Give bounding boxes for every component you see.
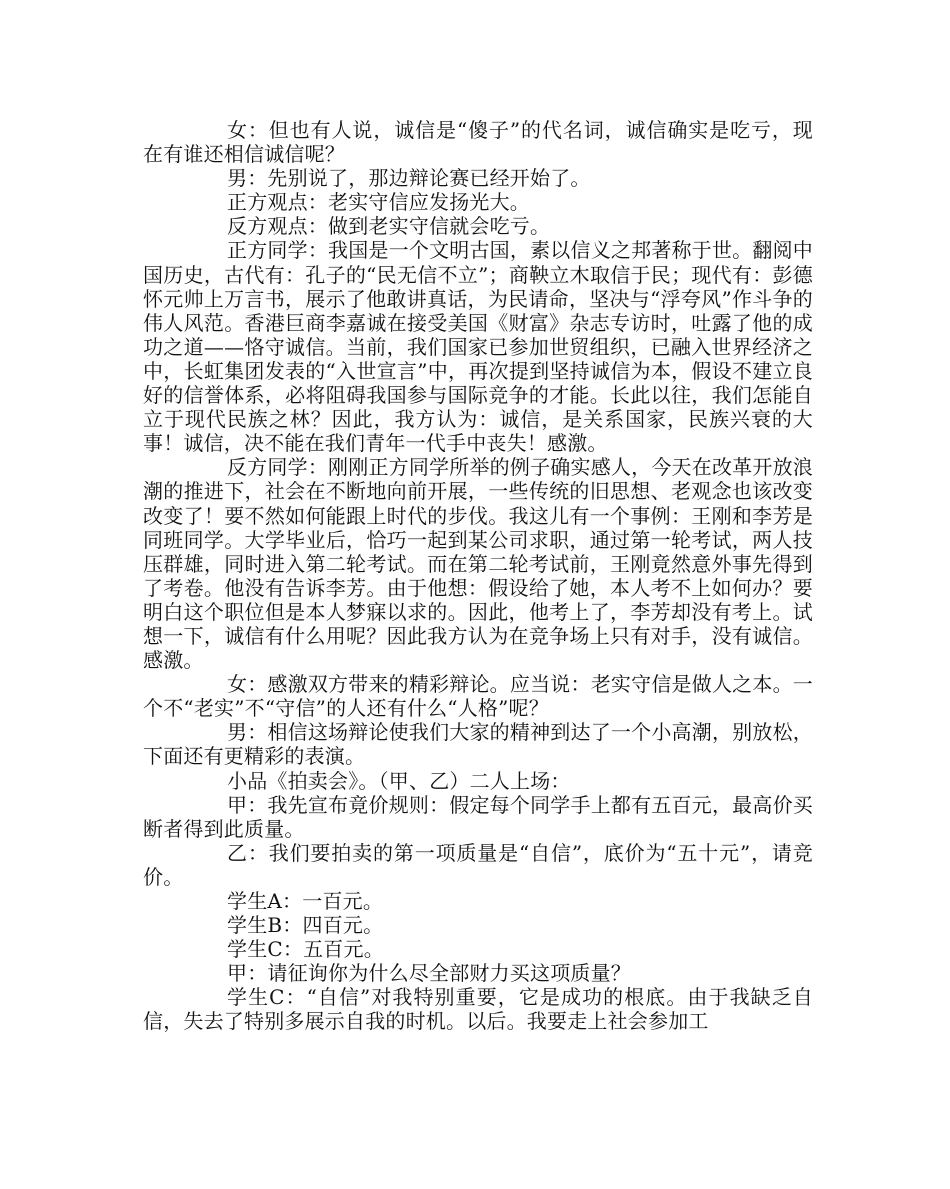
paragraph: 甲：请征询你为什么尽全部财力买这项质量？ — [227, 961, 631, 986]
paragraph: 女：但也有人说，诚信是“傻子”的代名词，诚信确实是吃亏，现在有谁还相信诚信呢？ — [143, 118, 813, 167]
paragraph: 反方同学：刚刚正方同学所举的例子确实感人，今天在改革开放浪潮的推进下，社会在不断地向前开展，一些传统的旧思想、老观念也该改变改变了！要不然如何能跟上时代的步伐。我这儿有一个事例：王刚和李芳是同班同学。大学毕业后，恰巧一起到某公司求职，通过第一轮考试，两人技压群雄，同时进入第二轮考试。而在第二轮考试前，王刚竟然意外事先得到了考卷。他没有告诉李芳。由于他想：假设给了她，本人考不上如何办？要明白这个职位但是本人梦寐以求的。因此，他考上了，李芳却没有考上。试想一下，诚信有什么用呢？因此我方认为在竞争场上只有对手，没有诚信。感激。 — [143, 455, 813, 673]
paragraph: 女：感激双方带来的精彩辩论。应当说：老实守信是做人之本。一个不“老实”不“守信”的人还有什么“人格”呢？ — [143, 672, 813, 721]
paragraph: 正方观点：老实守信应发扬光大。 — [227, 190, 530, 215]
paragraph: 男：先别说了，那边辩论赛已经开始了。 — [227, 166, 591, 191]
paragraph: 反方观点：做到老实守信就会吃亏。 — [227, 214, 551, 239]
paragraph: 学生A：一百元。 — [227, 889, 384, 913]
paragraph: 乙：我们要拍卖的第一项质量是“自信”，底价为“五十元”，请竞价。 — [143, 840, 813, 889]
paragraph: 小品《拍卖会》。（甲、乙）二人上场： — [227, 768, 571, 793]
paragraph: 正方同学：我国是一个文明古国，素以信义之邦著称于世。翻阅中国历史，古代有：孔子的“民无信不立”；商鞅立木取信于民；现代有：彭德怀元帅上万言书，展示了他敢讲真话，为民请命，坚决与“浮夸风”作斗争的伟人风范。香港巨商李嘉诚在接受美国《财富》杂志专访时，吐露了他的成功之道——恪守诚信。当前，我们国家已参加世贸组织，已融入世界经济之中，长虹集团发表的“入世宣言”中，再次提到坚持诚信为本，假设不建立良好的信誉体系，必将阻碍我国参与国际竞争的才能。长此以往，我们怎能自立于现代民族之林？因此，我方认为：诚信，是关系国家，民族兴衰的大事！诚信，决不能在我们青年一代手中丧失！感激。 — [143, 238, 813, 456]
paragraph: 学生C：五百元。 — [227, 937, 384, 962]
paragraph: 甲：我先宣布竟价规则：假定每个同学手上都有五百元，最高价买断者得到此质量。 — [143, 792, 813, 841]
paragraph: 学生B：四百元。 — [227, 913, 384, 938]
paragraph: 学生C：“自信”对我特别重要，它是成功的根底。由于我缺乏自信，失去了特别多展示自我的时机。以后。我要走上社会参加工 — [143, 985, 813, 1034]
document-page — [143, 118, 813, 1034]
paragraph: 男：相信这场辩论使我们大家的精神到达了一个小高潮，别放松，下面还有更精彩的表演。 — [143, 720, 813, 769]
